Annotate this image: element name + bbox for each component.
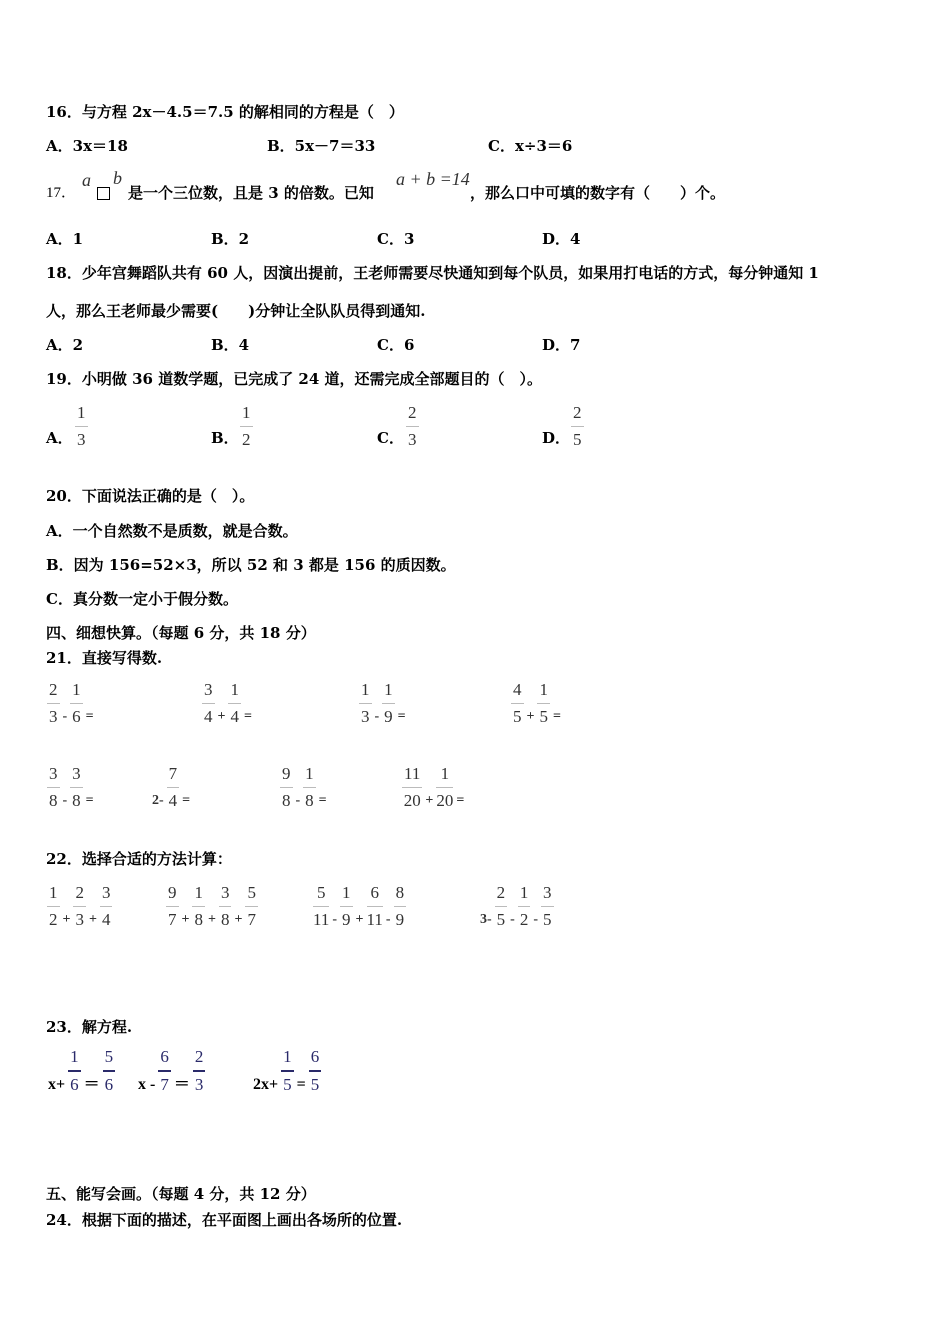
- operator: -: [62, 793, 68, 808]
- denominator: 3: [75, 910, 84, 929]
- fraction-bar: [245, 906, 258, 907]
- math-expression: [150, 764, 192, 811]
- numerator: 6: [370, 883, 379, 902]
- fraction-bar: [303, 787, 316, 788]
- numerator: 1: [440, 764, 450, 783]
- numerator: 6: [160, 1047, 169, 1066]
- fraction-bar: [228, 703, 241, 704]
- fraction: [240, 403, 253, 450]
- math-expression: [46, 680, 96, 727]
- denominator: 8: [282, 791, 291, 810]
- fraction-bar: [219, 906, 232, 907]
- operator: -: [332, 912, 338, 927]
- numerator: 1: [72, 680, 81, 699]
- fraction: [280, 764, 293, 811]
- fraction-bar: [70, 787, 83, 788]
- numerator: 3: [101, 883, 111, 902]
- fraction-bar: [367, 906, 383, 907]
- fraction: [309, 1047, 322, 1095]
- fraction-bar: [167, 787, 180, 788]
- operator: =: [296, 1076, 306, 1093]
- q17-var-a: a: [82, 170, 91, 190]
- fraction: [406, 403, 419, 450]
- fraction-bar: [103, 1070, 116, 1072]
- operator: -: [385, 912, 391, 927]
- denominator: 6: [72, 707, 81, 726]
- fraction: [281, 1047, 294, 1095]
- fraction-bar: [68, 1070, 81, 1072]
- numerator: 2: [573, 403, 582, 422]
- fraction-bar: [166, 906, 179, 907]
- fraction-bar: [280, 787, 293, 788]
- fraction: [537, 680, 550, 727]
- q19-option-fraction: [570, 403, 585, 450]
- numerator: 1: [539, 680, 548, 699]
- q19-option-fraction: [74, 403, 89, 450]
- fraction: [541, 883, 554, 930]
- denominator: 9: [395, 910, 405, 929]
- fraction: [382, 680, 395, 727]
- fraction: [436, 764, 453, 811]
- fraction: [303, 764, 316, 811]
- q17-option-b: B．2: [211, 230, 250, 248]
- q20-option-b: B．因为 156=52×3，所以 52 和 3 都是 156 的质因数。: [46, 556, 456, 574]
- operator: =: [397, 709, 406, 724]
- math-expression: [165, 883, 259, 930]
- numerator: 3: [220, 883, 230, 902]
- q23-title: 23．解方程.: [46, 1018, 133, 1036]
- operator: +: [234, 912, 243, 927]
- numerator: 9: [282, 764, 291, 783]
- numerator: 1: [342, 883, 351, 902]
- fraction-bar: [47, 703, 60, 704]
- fraction: [70, 680, 83, 727]
- math-expression: [136, 1047, 206, 1095]
- math-expression: [46, 883, 113, 930]
- q21-title: 21．直接写得数.: [46, 649, 163, 667]
- q18-option-b: B．4: [211, 336, 250, 354]
- fraction-bar: [240, 426, 253, 427]
- math-expression: [251, 1047, 322, 1095]
- fraction: [394, 883, 407, 930]
- math-expression: [46, 1047, 116, 1095]
- operator: +: [181, 912, 190, 927]
- denominator: 3: [49, 707, 58, 726]
- denominator: 8: [305, 791, 314, 810]
- math-expression: [279, 764, 329, 811]
- fraction-bar: [511, 703, 524, 704]
- fraction: [228, 680, 241, 727]
- fraction-bar: [47, 787, 60, 788]
- denominator: 20: [436, 791, 454, 810]
- fraction: [571, 403, 584, 450]
- fraction-bar: [309, 1070, 322, 1072]
- fraction: [167, 764, 180, 811]
- q19-option-fraction: [405, 403, 420, 450]
- section-4-heading: 四、细想快算。（每题 6 分，共 18 分）: [46, 624, 316, 642]
- fraction: [75, 403, 88, 450]
- fraction-bar: [359, 703, 372, 704]
- operator: =: [85, 793, 94, 808]
- fraction: [192, 883, 205, 930]
- numerator: 1: [194, 883, 203, 902]
- denominator: 5: [539, 707, 548, 726]
- math-expression: [201, 680, 254, 727]
- fraction: [103, 1047, 116, 1095]
- denominator: 4: [204, 707, 213, 726]
- operator: =: [85, 709, 94, 724]
- denominator: 8: [194, 910, 203, 929]
- numerator: 3: [543, 883, 552, 902]
- fraction-bar: [571, 426, 584, 427]
- denominator: 3: [194, 1075, 204, 1094]
- fraction-bar: [192, 906, 205, 907]
- denominator: 7: [160, 1075, 169, 1094]
- denominator: 5: [543, 910, 552, 929]
- q18-line1: 18．少年宫舞蹈队共有 60 人，因演出提前，王老师需要尽快通知到每个队员，如果用打电话的方式，每分钟通知 1: [46, 264, 819, 282]
- q22-title: 22．选择合适的方法计算：: [46, 850, 232, 868]
- numerator: 1: [519, 883, 529, 902]
- numerator: 11: [404, 764, 421, 783]
- q20-title: 20．下面说法正确的是（ ）。: [46, 487, 255, 505]
- fraction: [100, 883, 113, 930]
- denominator: 5: [283, 1075, 292, 1094]
- numerator: 1: [305, 764, 314, 783]
- math-expression: [46, 764, 96, 811]
- fraction-bar: [402, 787, 422, 788]
- operator: ＝: [83, 1076, 100, 1093]
- operator: ＝: [173, 1076, 190, 1093]
- numerator: 4: [513, 680, 522, 699]
- math-expression: [478, 883, 555, 930]
- numerator: 2: [75, 883, 84, 902]
- operator: +: [62, 912, 71, 927]
- fraction-bar: [313, 906, 329, 907]
- operator: 2-: [152, 793, 164, 808]
- q18-option-a: A．2: [46, 336, 84, 354]
- fraction-bar: [73, 906, 86, 907]
- q19-option-label: B．: [211, 429, 239, 447]
- numerator: 9: [168, 883, 177, 902]
- q18-line2: 人，那么王老师最少需要( )分钟让全队队员得到通知.: [46, 302, 426, 320]
- numerator: 1: [77, 403, 86, 422]
- denominator: 8: [72, 791, 81, 810]
- fraction: [359, 680, 372, 727]
- q20-option-c: C．真分数一定小于假分数。: [46, 590, 238, 608]
- denominator: 2: [519, 910, 529, 929]
- numerator: 8: [395, 883, 405, 902]
- fraction-bar: [70, 703, 83, 704]
- operator: =: [318, 793, 327, 808]
- q17-blank-box: [97, 187, 110, 200]
- denominator: 6: [70, 1075, 79, 1094]
- math-expression: [358, 680, 408, 727]
- fraction-bar: [100, 906, 113, 907]
- q16-option-a: A．3x＝18: [46, 137, 128, 155]
- denominator: 20: [403, 791, 421, 810]
- q17-option-a: A．1: [46, 230, 84, 248]
- fraction-bar: [518, 906, 531, 907]
- q24-title: 24．根据下面的描述，在平面图上画出各场所的位置.: [46, 1211, 403, 1229]
- fraction-bar: [394, 906, 407, 907]
- q19-option-label: C．: [377, 429, 404, 447]
- numerator: 2: [496, 883, 506, 902]
- math-expression: [401, 764, 466, 811]
- operator: +: [355, 912, 364, 927]
- numerator: 1: [70, 1047, 79, 1066]
- q19-option-label: A．: [46, 429, 73, 447]
- operator: x+: [48, 1076, 66, 1093]
- denominator: 5: [310, 1075, 320, 1094]
- operator: +: [425, 793, 434, 808]
- denominator: 3: [408, 430, 417, 449]
- math-expression: [510, 680, 563, 727]
- operator: +: [217, 709, 226, 724]
- operator: =: [552, 709, 561, 724]
- numerator: 2: [49, 680, 58, 699]
- numerator: 3: [72, 764, 81, 783]
- numerator: 6: [310, 1047, 320, 1066]
- q17-option-c: C．3: [377, 230, 415, 248]
- operator: -: [510, 912, 515, 927]
- q17-option-d: D．4: [542, 230, 581, 248]
- denominator: 4: [230, 707, 239, 726]
- fraction: [68, 1047, 81, 1095]
- q16-option-c: C．x÷3＝6: [488, 137, 573, 155]
- numerator: 1: [361, 680, 370, 699]
- denominator: 3: [77, 430, 86, 449]
- operator: x -: [138, 1076, 156, 1093]
- numerator: 1: [384, 680, 393, 699]
- fraction-bar: [340, 906, 353, 907]
- numerator: 1: [283, 1047, 292, 1066]
- fraction-bar: [495, 906, 508, 907]
- denominator: 2: [49, 910, 58, 929]
- q19-option-fraction: [239, 403, 254, 450]
- numerator: 1: [242, 403, 251, 422]
- q16-title: 16．与方程 2x－4.5＝7.5 的解相同的方程是（ ）: [46, 103, 404, 121]
- operator: =: [182, 793, 191, 808]
- denominator: 7: [247, 910, 256, 929]
- denominator: 11: [366, 910, 383, 929]
- fraction: [47, 680, 60, 727]
- q19-option-label: D．: [542, 429, 571, 447]
- denominator: 6: [104, 1075, 114, 1094]
- operator: 2x+: [253, 1076, 279, 1093]
- denominator: 9: [342, 910, 351, 929]
- fraction: [158, 1047, 171, 1095]
- fraction: [47, 883, 60, 930]
- numerator: 5: [247, 883, 256, 902]
- denominator: 7: [168, 910, 177, 929]
- operator: -: [374, 709, 380, 724]
- numerator: 2: [408, 403, 417, 422]
- numerator: 1: [49, 883, 58, 902]
- fraction: [340, 883, 353, 930]
- fraction: [202, 680, 215, 727]
- q18-option-c: C．6: [377, 336, 415, 354]
- denominator: 2: [242, 430, 251, 449]
- fraction: [245, 883, 258, 930]
- fraction: [166, 883, 179, 930]
- denominator: 4: [168, 791, 178, 810]
- fraction: [47, 764, 60, 811]
- fraction-bar: [382, 703, 395, 704]
- fraction-bar: [436, 787, 453, 788]
- q17-number: 17．: [46, 185, 77, 201]
- fraction-bar: [47, 906, 60, 907]
- q17-condition: a + b =14: [396, 169, 470, 189]
- operator: -: [295, 793, 301, 808]
- denominator: 5: [513, 707, 522, 726]
- denominator: 3: [361, 707, 370, 726]
- numerator: 3: [204, 680, 213, 699]
- q17-text2: ，那么口中可填的数字有（ ）个。: [470, 184, 726, 202]
- fraction: [402, 764, 422, 811]
- denominator: 5: [496, 910, 506, 929]
- q16-option-b: B．5x－7＝33: [267, 137, 376, 155]
- fraction: [193, 1047, 206, 1095]
- operator: -: [62, 709, 68, 724]
- fraction-bar: [158, 1070, 171, 1072]
- section-5-heading: 五、能写会画。（每题 4 分，共 12 分）: [46, 1185, 316, 1203]
- fraction: [70, 764, 83, 811]
- denominator: 9: [384, 707, 393, 726]
- numerator: 5: [104, 1047, 114, 1066]
- fraction: [511, 680, 524, 727]
- fraction: [367, 883, 383, 930]
- numerator: 7: [168, 764, 178, 783]
- q17-var-b: b: [113, 168, 122, 188]
- operator: =: [243, 709, 252, 724]
- fraction-bar: [537, 703, 550, 704]
- numerator: 1: [230, 680, 239, 699]
- math-expression: [312, 883, 407, 930]
- fraction-bar: [75, 426, 88, 427]
- q18-option-d: D．7: [542, 336, 581, 354]
- numerator: 2: [194, 1047, 204, 1066]
- numerator: 5: [316, 883, 326, 902]
- q19-title: 19．小明做 36 道数学题，已完成了 24 道，还需完成全部题目的（ ）。: [46, 370, 543, 388]
- operator: +: [207, 912, 216, 927]
- fraction: [495, 883, 508, 930]
- fraction-bar: [541, 906, 554, 907]
- fraction-bar: [193, 1070, 206, 1072]
- q20-option-a: A．一个自然数不是质数，就是合数。: [46, 522, 298, 540]
- denominator: 11: [313, 910, 330, 929]
- fraction: [219, 883, 232, 930]
- q17-text1: 是一个三位数，且是 3 的倍数。已知: [128, 184, 374, 202]
- fraction: [73, 883, 86, 930]
- fraction-bar: [406, 426, 419, 427]
- denominator: 8: [220, 910, 230, 929]
- fraction: [518, 883, 531, 930]
- operator: +: [88, 912, 97, 927]
- fraction-bar: [202, 703, 215, 704]
- denominator: 8: [49, 791, 58, 810]
- numerator: 3: [49, 764, 58, 783]
- fraction-bar: [281, 1070, 294, 1072]
- operator: 3-: [480, 912, 492, 927]
- operator: -: [533, 912, 539, 927]
- operator: =: [456, 793, 465, 808]
- fraction: [313, 883, 329, 930]
- denominator: 4: [101, 910, 111, 929]
- operator: +: [526, 709, 535, 724]
- denominator: 5: [573, 430, 582, 449]
